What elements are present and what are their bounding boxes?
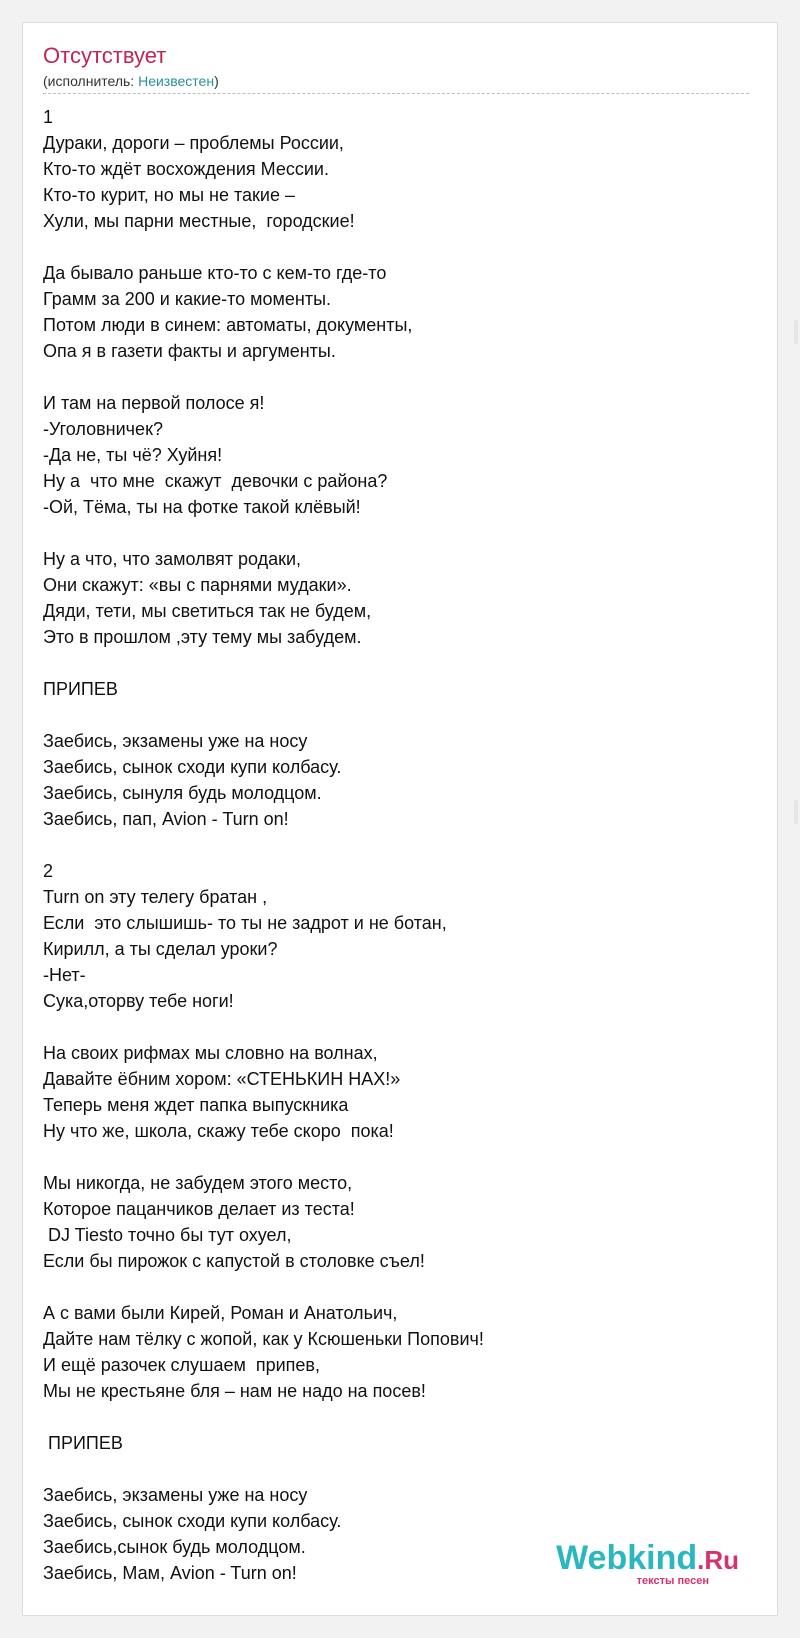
lyric-line: И ещё разочек слушаем припев,	[43, 1355, 320, 1375]
lyric-line: Заебись, сынок сходи купи колбасу.	[43, 757, 342, 777]
artist-link[interactable]: Неизвестен	[138, 73, 215, 89]
lyric-line	[43, 520, 743, 546]
page-edge-mark	[794, 320, 798, 344]
lyric-line: Которое пацанчиков делает из теста!	[43, 1199, 355, 1219]
lyric-line: Сука,оторву тебе ноги!	[43, 991, 234, 1011]
lyric-line: Мы никогда, не забудем этого место,	[43, 1173, 353, 1193]
artist-line	[43, 72, 219, 90]
lyric-line: Грамм за 200 и какие-то моменты.	[43, 289, 332, 309]
lyric-line: ПРИПЕВ	[43, 1433, 123, 1453]
lyric-line: На своих рифмах мы словно на волнах,	[43, 1043, 378, 1063]
lyric-line: Если бы пирожок с капустой в столовке съел!	[43, 1251, 425, 1271]
lyric-line: Дяди, тети, мы светиться так не будем,	[43, 601, 372, 621]
lyric-line: Кто-то ждёт восхождения Мессии.	[43, 159, 329, 179]
lyric-line: Кирилл, а ты сделал уроки?	[43, 939, 278, 959]
lyric-line: Кто-то курит, но мы не такие –	[43, 185, 295, 205]
lyric-line: -Нет-	[43, 965, 86, 985]
lyric-line: Заебись, пап, Avion - Turn on!	[43, 809, 289, 829]
lyric-line: Теперь меня ждет папка выпускника	[43, 1095, 349, 1115]
artist-suffix: )	[214, 73, 219, 89]
lyric-line: -Да не, ты чё? Хуйня!	[43, 445, 223, 465]
lyric-line: Давайте ёбним хором: «СТЕНЬКИН НАХ!»	[43, 1069, 401, 1089]
lyric-line	[43, 832, 743, 858]
site-logo[interactable]	[556, 1541, 739, 1587]
lyric-line: -Уголовничек?	[43, 419, 163, 439]
lyrics-card	[22, 22, 778, 1616]
lyric-line: Дайте нам тёлку с жопой, как у Ксюшеньки Попович!	[43, 1329, 484, 1349]
lyric-line	[43, 1274, 743, 1300]
page-edge-mark	[794, 800, 798, 824]
lyric-line: Заебись, экзамены уже на носу	[43, 731, 308, 751]
lyric-line	[43, 1456, 743, 1482]
lyric-line: Мы не крестьяне бля – нам не надо на посев!	[43, 1381, 426, 1401]
lyric-line: Заебись, сынуля будь молодцом.	[43, 783, 322, 803]
lyric-line: Заебись,сынок будь молодцом.	[43, 1537, 306, 1557]
logo-tld: .Ru	[697, 1545, 739, 1575]
title-divider	[43, 93, 749, 94]
lyric-line	[43, 364, 743, 390]
lyric-line: Turn on эту телегу братан ,	[43, 887, 268, 907]
lyric-line: DJ Tiesto точно бы тут охуел,	[43, 1225, 292, 1245]
song-title: Отсутствует	[43, 43, 167, 68]
lyric-line: Заебись, экзамены уже на носу	[43, 1485, 308, 1505]
lyric-line: И там на первой полосе я!	[43, 393, 265, 413]
lyric-line: Если это слышишь- то ты не задрот и не ботан,	[43, 913, 447, 933]
lyric-line: Заебись, Мам, Avion - Turn on!	[43, 1563, 297, 1583]
lyric-line: Заебись, сынок сходи купи колбасу.	[43, 1511, 342, 1531]
lyric-line: Ну что же, школа, скажу тебе скоро пока!	[43, 1121, 394, 1141]
logo-main-text: Webkind	[556, 1539, 698, 1577]
lyric-line: Дураки, дороги – проблемы России,	[43, 133, 344, 153]
lyric-line: Ну а что мне скажут девочки с района?	[43, 471, 388, 491]
lyric-line: ПРИПЕВ	[43, 679, 118, 699]
lyric-line: Потом люди в синем: автоматы, документы,	[43, 315, 413, 335]
lyric-line: Это в прошлом ,эту тему мы забудем.	[43, 627, 362, 647]
lyric-line: А с вами были Кирей, Роман и Анатольич,	[43, 1303, 398, 1323]
lyric-line	[43, 702, 743, 728]
lyric-line	[43, 1404, 743, 1430]
lyric-line: Да бывало раньше кто-то с кем-то где-то	[43, 263, 387, 283]
lyric-line	[43, 234, 743, 260]
artist-prefix: (исполнитель:	[43, 73, 139, 89]
lyric-line	[43, 1014, 743, 1040]
lyric-line: -Ой, Тёма, ты на фотке такой клёвый!	[43, 497, 361, 517]
lyric-line: Ну а что, что замолвят родаки,	[43, 549, 302, 569]
lyric-line	[43, 1144, 743, 1170]
lyric-line: Хули, мы парни местные, городские!	[43, 211, 355, 231]
logo-tagline: тексты песен	[636, 1575, 709, 1587]
lyrics-body	[43, 104, 743, 1586]
lyric-line: 1	[43, 107, 54, 127]
lyric-line	[43, 650, 743, 676]
lyric-line: 2	[43, 861, 54, 881]
logo-wordmark	[556, 1541, 739, 1577]
lyric-line: Они скажут: «вы с парнями мудаки».	[43, 575, 352, 595]
lyric-line: Опа я в газети факты и аргументы.	[43, 341, 336, 361]
